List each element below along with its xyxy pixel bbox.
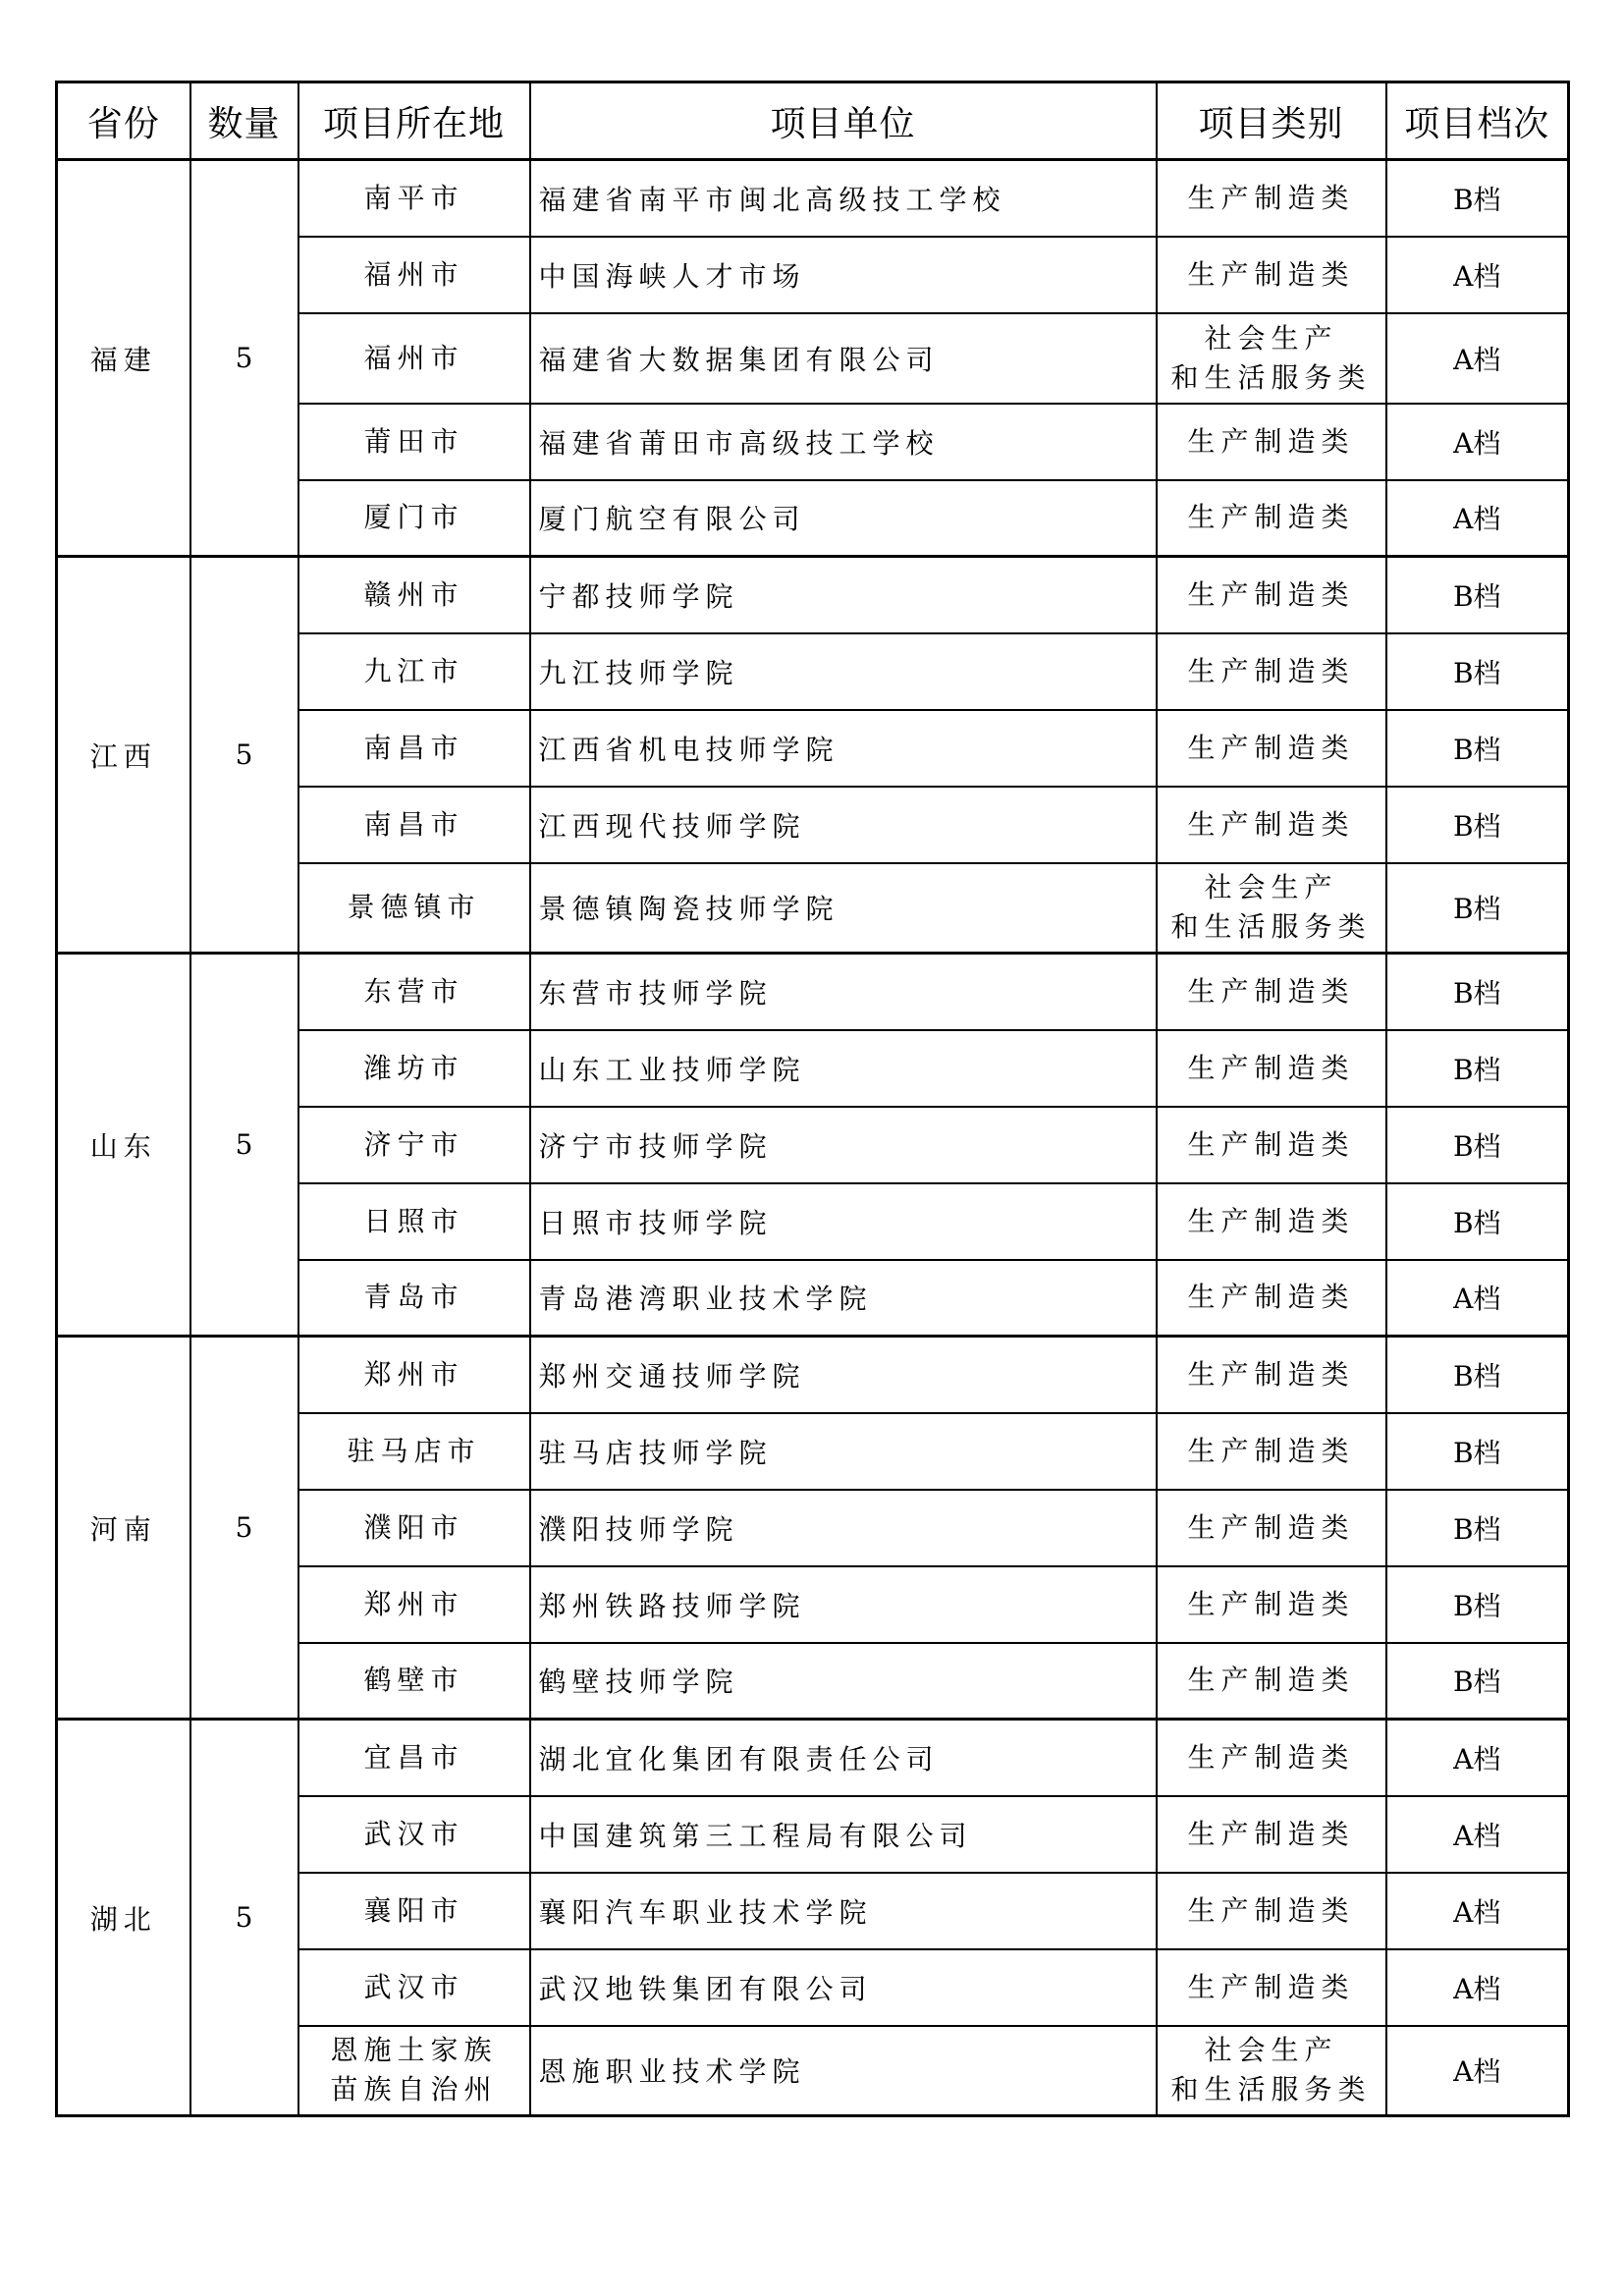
category-cell (1157, 1949, 1386, 2026)
tier-cell: B档 (1386, 1030, 1569, 1107)
category-cell (1157, 1107, 1386, 1183)
location-cell (298, 954, 530, 1030)
tier-cell: A档 (1386, 404, 1569, 480)
table-body (57, 160, 1569, 2116)
unit-cell: 九江技师学院 (530, 633, 1157, 710)
tier-cell: B档 (1386, 710, 1569, 787)
location-cell (298, 404, 530, 480)
tier-cell: A档 (1386, 1720, 1569, 1796)
location-text: 郑州市 (363, 1357, 464, 1391)
category-cell (1157, 1490, 1386, 1566)
category-cell (1157, 2026, 1386, 2116)
location-cell (298, 2026, 530, 2116)
tier-cell: A档 (1386, 237, 1569, 313)
location-text-line2: 苗族自治州 (330, 2073, 498, 2106)
unit-cell: 福建省南平市闽北高级技工学校 (530, 160, 1157, 237)
unit-cell: 恩施职业技术学院 (530, 2026, 1157, 2116)
location-text: 南平市 (363, 181, 464, 214)
tier-cell: A档 (1386, 1873, 1569, 1949)
category-text: 生产制造类 (1187, 974, 1355, 1008)
tier-cell: B档 (1386, 1413, 1569, 1490)
category-cell (1157, 1183, 1386, 1260)
location-cell (298, 1337, 530, 1413)
tier-cell: B档 (1386, 1107, 1569, 1183)
category-text: 生产制造类 (1187, 181, 1355, 214)
tier-cell: B档 (1386, 1566, 1569, 1643)
category-text: 生产制造类 (1187, 1817, 1355, 1850)
category-cell (1157, 237, 1386, 313)
unit-cell: 中国建筑第三工程局有限公司 (530, 1796, 1157, 1873)
unit-cell: 宁都技师学院 (530, 557, 1157, 633)
unit-cell: 濮阳技师学院 (530, 1490, 1157, 1566)
category-cell (1157, 710, 1386, 787)
location-cell (298, 1643, 530, 1720)
category-cell (1157, 1337, 1386, 1413)
category-text-line1: 社会生产 (1204, 871, 1338, 904)
tier-cell: B档 (1386, 1337, 1569, 1413)
unit-cell: 襄阳汽车职业技术学院 (530, 1873, 1157, 1949)
location-text: 驻马店市 (347, 1434, 481, 1467)
header-category: 项目类别 (1157, 82, 1386, 160)
category-text: 生产制造类 (1187, 654, 1355, 687)
location-text: 济宁市 (363, 1127, 464, 1161)
tier-cell: A档 (1386, 1796, 1569, 1873)
unit-cell: 福建省莆田市高级技工学校 (530, 404, 1157, 480)
tier-cell: B档 (1386, 1183, 1569, 1260)
document-page (55, 81, 1567, 2117)
category-text: 生产制造类 (1187, 1893, 1355, 1927)
category-text-line2: 和生活服务类 (1170, 360, 1372, 394)
category-cell (1157, 1566, 1386, 1643)
location-text: 濮阳市 (363, 1510, 464, 1544)
province-cell: 河南 (57, 1337, 190, 1720)
category-cell (1157, 1873, 1386, 1949)
category-cell (1157, 313, 1386, 404)
header-location: 项目所在地 (298, 82, 530, 160)
location-cell (298, 1260, 530, 1337)
location-text: 青岛市 (363, 1281, 464, 1314)
category-text-line1: 社会生产 (1204, 321, 1338, 355)
category-text: 生产制造类 (1187, 1510, 1355, 1544)
category-text: 生产制造类 (1187, 501, 1355, 534)
category-cell (1157, 404, 1386, 480)
location-cell (298, 1413, 530, 1490)
location-cell (298, 1720, 530, 1796)
location-cell (298, 710, 530, 787)
category-text: 生产制造类 (1187, 807, 1355, 841)
location-text: 东营市 (363, 974, 464, 1008)
unit-cell: 东营市技师学院 (530, 954, 1157, 1030)
unit-cell: 鹤壁技师学院 (530, 1643, 1157, 1720)
tier-cell: B档 (1386, 633, 1569, 710)
category-text: 生产制造类 (1187, 1970, 1355, 2003)
location-text: 潍坊市 (363, 1051, 464, 1084)
table-row (57, 954, 1569, 1030)
category-text: 生产制造类 (1187, 1664, 1355, 1697)
category-text: 生产制造类 (1187, 1204, 1355, 1237)
count-cell: 5 (190, 557, 298, 954)
category-cell (1157, 1643, 1386, 1720)
location-text: 南昌市 (363, 807, 464, 841)
location-cell (298, 787, 530, 863)
province-cell: 湖北 (57, 1720, 190, 2116)
location-cell (298, 1566, 530, 1643)
category-cell (1157, 1030, 1386, 1107)
unit-cell: 青岛港湾职业技术学院 (530, 1260, 1157, 1337)
table-row (57, 1720, 1569, 1796)
unit-cell: 景德镇陶瓷技师学院 (530, 863, 1157, 954)
location-text-line1: 恩施土家族 (330, 2034, 498, 2067)
location-text: 宜昌市 (363, 1740, 464, 1774)
header-tier: 项目档次 (1386, 82, 1569, 160)
count-cell: 5 (190, 1337, 298, 1720)
location-cell (298, 863, 530, 954)
category-text: 生产制造类 (1187, 257, 1355, 291)
location-text: 莆田市 (363, 424, 464, 458)
category-text: 生产制造类 (1187, 1740, 1355, 1774)
count-cell: 5 (190, 954, 298, 1337)
unit-cell: 江西省机电技师学院 (530, 710, 1157, 787)
category-text: 生产制造类 (1187, 1357, 1355, 1391)
category-cell (1157, 1796, 1386, 1873)
province-cell: 山东 (57, 954, 190, 1337)
category-cell (1157, 1413, 1386, 1490)
location-cell (298, 1107, 530, 1183)
location-text: 厦门市 (363, 501, 464, 534)
location-cell (298, 237, 530, 313)
unit-cell: 山东工业技师学院 (530, 1030, 1157, 1107)
location-cell (298, 557, 530, 633)
location-text: 郑州市 (363, 1587, 464, 1620)
unit-cell: 江西现代技师学院 (530, 787, 1157, 863)
tier-cell: A档 (1386, 313, 1569, 404)
category-cell (1157, 1260, 1386, 1337)
tier-cell: A档 (1386, 2026, 1569, 2116)
location-text: 福州市 (363, 257, 464, 291)
tier-cell: A档 (1386, 480, 1569, 557)
location-text: 景德镇市 (347, 891, 481, 924)
table-row (57, 1337, 1569, 1413)
header-province: 省份 (57, 82, 190, 160)
header-count: 数量 (190, 82, 298, 160)
count-cell: 5 (190, 1720, 298, 2116)
location-text: 九江市 (363, 654, 464, 687)
category-text: 生产制造类 (1187, 577, 1355, 611)
location-text: 赣州市 (363, 577, 464, 611)
location-cell (298, 1796, 530, 1873)
location-text: 日照市 (363, 1204, 464, 1237)
tier-cell: B档 (1386, 1643, 1569, 1720)
category-text-line2: 和生活服务类 (1170, 910, 1372, 944)
category-cell (1157, 480, 1386, 557)
category-text: 生产制造类 (1187, 731, 1355, 764)
province-cell: 福建 (57, 160, 190, 557)
category-text: 生产制造类 (1187, 1281, 1355, 1314)
tier-cell: B档 (1386, 863, 1569, 954)
category-text: 生产制造类 (1187, 1051, 1355, 1084)
category-cell (1157, 954, 1386, 1030)
location-text: 武汉市 (363, 1817, 464, 1850)
location-text: 襄阳市 (363, 1893, 464, 1927)
tier-cell: B档 (1386, 1490, 1569, 1566)
location-cell (298, 1030, 530, 1107)
location-cell (298, 1490, 530, 1566)
unit-cell: 福建省大数据集团有限公司 (530, 313, 1157, 404)
category-cell (1157, 160, 1386, 237)
category-text-line1: 社会生产 (1204, 2034, 1338, 2067)
category-cell (1157, 633, 1386, 710)
category-cell (1157, 557, 1386, 633)
unit-cell: 武汉地铁集团有限公司 (530, 1949, 1157, 2026)
tier-cell: B档 (1386, 954, 1569, 1030)
table-row (57, 557, 1569, 633)
location-text: 福州市 (363, 341, 464, 374)
location-text: 武汉市 (363, 1970, 464, 2003)
category-text: 生产制造类 (1187, 1587, 1355, 1620)
location-cell (298, 160, 530, 237)
header-unit: 项目单位 (530, 82, 1157, 160)
category-text-line2: 和生活服务类 (1170, 2073, 1372, 2106)
unit-cell: 日照市技师学院 (530, 1183, 1157, 1260)
category-text: 生产制造类 (1187, 1127, 1355, 1161)
category-cell (1157, 863, 1386, 954)
tier-cell: A档 (1386, 1260, 1569, 1337)
table-row (57, 160, 1569, 237)
location-cell (298, 1873, 530, 1949)
header-row (57, 82, 1569, 160)
province-cell: 江西 (57, 557, 190, 954)
location-cell (298, 1949, 530, 2026)
location-cell (298, 313, 530, 404)
unit-cell: 郑州交通技师学院 (530, 1337, 1157, 1413)
location-cell (298, 633, 530, 710)
category-text: 生产制造类 (1187, 424, 1355, 458)
location-cell (298, 1183, 530, 1260)
location-cell (298, 480, 530, 557)
tier-cell: A档 (1386, 1949, 1569, 2026)
unit-cell: 中国海峡人才市场 (530, 237, 1157, 313)
category-cell (1157, 787, 1386, 863)
unit-cell: 驻马店技师学院 (530, 1413, 1157, 1490)
tier-cell: B档 (1386, 160, 1569, 237)
tier-cell: B档 (1386, 557, 1569, 633)
category-cell (1157, 1720, 1386, 1796)
location-text: 鹤壁市 (363, 1664, 464, 1697)
unit-cell: 济宁市技师学院 (530, 1107, 1157, 1183)
unit-cell: 厦门航空有限公司 (530, 480, 1157, 557)
tier-cell: B档 (1386, 787, 1569, 863)
count-cell: 5 (190, 160, 298, 557)
table-header (57, 82, 1569, 160)
location-text: 南昌市 (363, 731, 464, 764)
unit-cell: 郑州铁路技师学院 (530, 1566, 1157, 1643)
unit-cell: 湖北宜化集团有限责任公司 (530, 1720, 1157, 1796)
category-text: 生产制造类 (1187, 1434, 1355, 1467)
project-table (55, 81, 1570, 2117)
